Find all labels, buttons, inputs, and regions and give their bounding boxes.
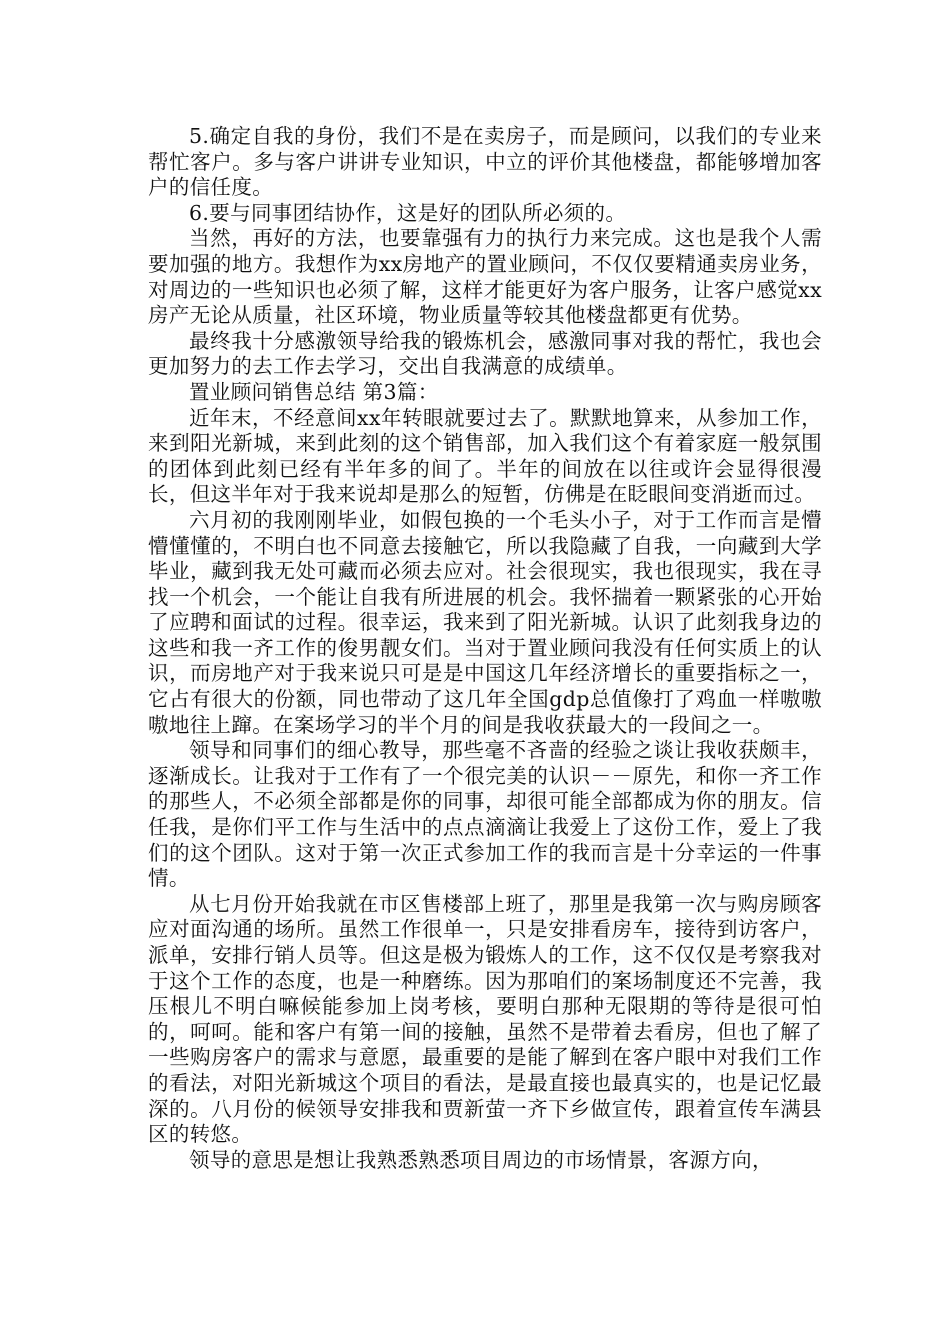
paragraph-9: 领导的意思是想让我熟悉熟悉项目周边的市场情景，客源方向， [189, 1147, 773, 1172]
paragraph-1: 5.确定自我的身份，我们不是在卖房子，而是顾问，以我们的专业来帮忙客户。多与客户讲讲专业知识，中立的评价其他楼盘，都能够增加客户的信任度。 [148, 124, 822, 200]
paragraph-4: 最终我十分感激领导给我的锻炼机会，感激同事对我的帮忙，我也会更加努力的去工作去学习，交出自我满意的成绩单。 [148, 328, 822, 379]
document-body [148, 124, 822, 1173]
paragraph-6: 六月初的我刚刚毕业，如假包换的一个毛头小子，对于工作而言是懵懵懂懂的，不明白也不同意去接触它，所以我隐藏了自我，一向藏到大学毕业，藏到我无处可藏而必须去应对。社会很现实，我也很现实，我在寻找一个机会，一个能让自我有所进展的机会。我怀揣着一颗紧张的心开始了应聘和面试的过程。很幸运，我来到了阳光新城。认识了此刻我身边的这些和我一齐工作的俊男靓女们。当对于置业顾问我没有任何实质上的认识，而房地产对于我来说只可是是中国这几年经济增长的重要指标之一，它占有很大的份额，同也带动了这几年全国gdp总值像打了鸡血一样嗷嗷嗷地往上蹿。在案场学习的半个月的间是我收获最大的一段间之一。 [148, 507, 822, 737]
section-heading: 置业顾问销售总结 第3篇： [189, 379, 439, 404]
paragraph-8: 从七月份开始我就在市区售楼部上班了，那里是我第一次与购房顾客应对面沟通的场所。虽然工作很单一，只是安排看房车，接待到访客户，派单，安排行销人员等。但这是极为锻炼人的工作，这不仅仅是考察我对于这个工作的态度，也是一种磨练。因为那咱们的案场制度还不完善，我压根儿不明白嘛候能参加上岗考核，要明白那种无限期的等待是很可怕的，呵呵。能和客户有第一间的接触，虽然不是带着去看房，但也了解了一些购房客户的需求与意愿，最重要的是能了解到在客户眼中对我们工作的看法，对阳光新城这个项目的看法，是最直接也最真实的，也是记忆最深的。八月份的候领导安排我和贾新萤一齐下乡做宣传，跟着宣传车满县区的转悠。 [148, 891, 822, 1147]
paragraph-2: 6.要与同事团结协作，这是好的团队所必须的。 [189, 200, 627, 225]
paragraph-5: 近年末，不经意间xx年转眼就要过去了。默默地算来，从参加工作，来到阳光新城，来到此刻的这个销售部，加入我们这个有着家庭一般氛围的团体到此刻已经有半年多的间了。半年的间放在以往或许会显得很漫长，但这半年对于我来说却是那么的短暂，仿佛是在眨眼间变消逝而过。 [148, 405, 822, 507]
paragraph-7: 领导和同事们的细心教导，那些毫不吝啬的经验之谈让我收获颇丰，逐渐成长。让我对于工作有了一个很完美的认识－－原先，和你一齐工作的那些人，不必须全部都是你的同事，却很可能全部都成为你的朋友。信任我，是你们平工作与生活中的点点滴滴让我爱上了这份工作，爱上了我们的这个团队。这对于第一次正式参加工作的我而言是十分幸运的一件事情。 [148, 738, 822, 891]
paragraph-3: 当然，再好的方法，也要靠强有力的执行力来完成。这也是我个人需要加强的地方。我想作为xx房地产的置业顾问，不仅仅要精通卖房业务，对周边的一些知识也必须了解，这样才能更好为客户服务，让客户感觉xx房产无论从质量，社区环境，物业质量等较其他楼盘都更有优势。 [148, 226, 822, 328]
